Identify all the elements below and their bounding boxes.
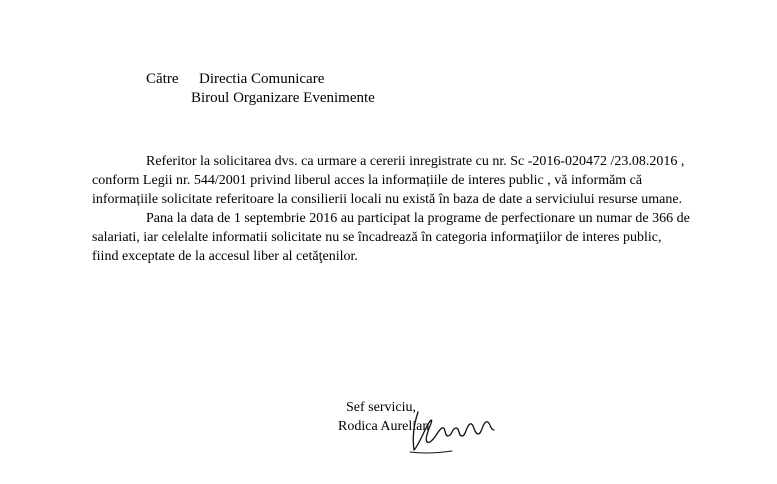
paragraph-1-line-3: informațiile solicitate referitoare la consilierii locali nu există în baza de date a serviciului resurse umane.: [92, 192, 683, 207]
addressee-office: Biroul Organizare Evenimente: [191, 90, 375, 106]
paragraph-1-line-1: Referitor la solicitarea dvs. ca urmare a cererii inregistrate cu nr. Sc -2016-020472 /23.08.2016 ,: [146, 154, 685, 169]
letter-body: [92, 152, 726, 266]
paragraph-2: [92, 209, 726, 266]
paragraph-2-line-2: salariati, iar celelalte informatii solicitate nu se încadrează în categoria informaţiilor de interes public,: [92, 230, 662, 245]
paragraph-1: [92, 152, 726, 209]
signatory-name: Rodica Aurelian: [338, 419, 430, 434]
signatory-title: Sef serviciu,: [346, 400, 416, 415]
addressee-row-1: [146, 70, 375, 89]
handwritten-signature-icon: [404, 406, 500, 458]
paragraph-1-line-2: conform Legii nr. 544/2001 privind liberul acces la informațiile de interes public , vă informăm că: [92, 173, 643, 188]
paragraph-2-line-3: fiind exceptate de la accesul liber al cetăţenilor.: [92, 249, 358, 264]
addressee-prefix: Către: [146, 71, 179, 87]
paragraph-2-line-1: Pana la data de 1 septembrie 2016 au participat la programe de perfectionare un numar de 366 de: [146, 211, 690, 226]
addressee-block: [146, 70, 375, 108]
addressee-department: Directia Comunicare: [199, 71, 325, 87]
addressee-row-2: [146, 89, 375, 108]
